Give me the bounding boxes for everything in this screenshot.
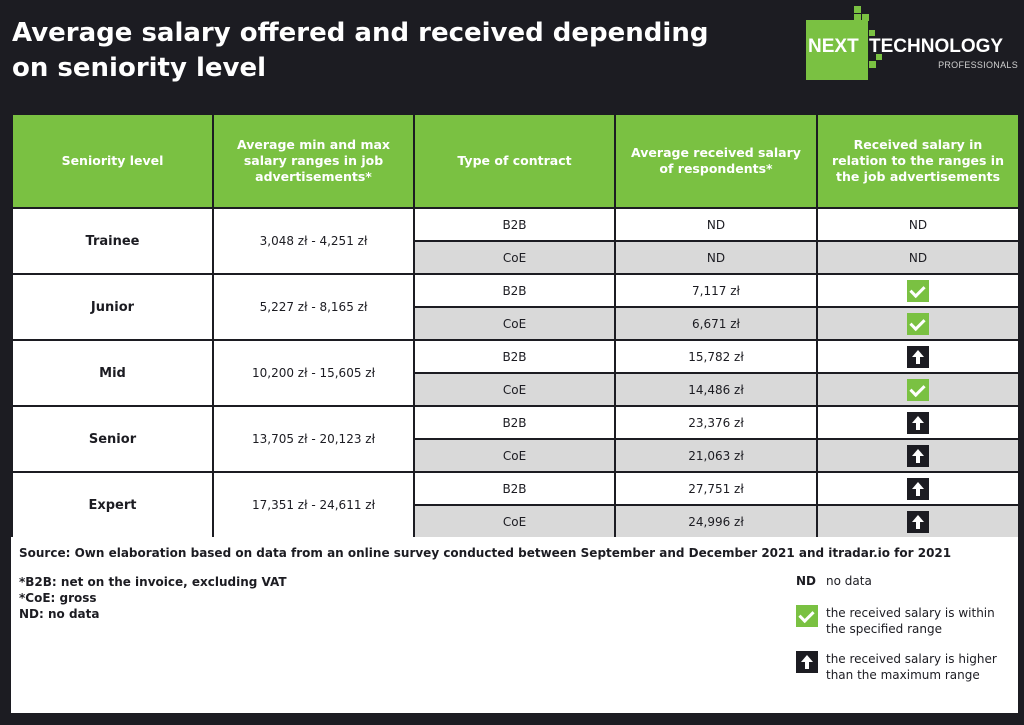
header-range: Average min and max salary ranges in job advertisements* (213, 114, 414, 208)
contract-type-cell: B2B (414, 208, 615, 241)
arrow-up-icon (796, 651, 818, 673)
table-row (12, 208, 1019, 241)
table-body (12, 208, 1019, 538)
header-received: Average received salary of respondents* (615, 114, 817, 208)
relation-cell (817, 505, 1019, 538)
seniority-level-cell: Expert (12, 472, 213, 538)
header-seniority: Seniority level (12, 114, 213, 208)
arrow-up-icon (907, 346, 929, 368)
arrow-up-icon (907, 412, 929, 434)
relation-cell (817, 274, 1019, 307)
received-salary-cell: 23,376 zł (615, 406, 817, 439)
received-salary-cell: 15,782 zł (615, 340, 817, 373)
table-row (12, 340, 1019, 373)
contract-type-cell: CoE (414, 373, 615, 406)
relation-cell (817, 406, 1019, 439)
check-icon (907, 280, 929, 302)
contract-type-cell: B2B (414, 340, 615, 373)
seniority-level-cell: Senior (12, 406, 213, 472)
source-note: Source: Own elaboration based on data from an online survey conducted between September and December 2021 and itradar.io for 2021 (19, 546, 952, 560)
contract-type-cell: B2B (414, 472, 615, 505)
salary-range-cell: 13,705 zł - 20,123 zł (213, 406, 414, 472)
contract-type-cell: CoE (414, 241, 615, 274)
footnote-coe: *CoE: gross (19, 591, 97, 605)
footnotes (19, 574, 287, 622)
salary-range-cell: 5,227 zł - 8,165 zł (213, 274, 414, 340)
table-row (12, 406, 1019, 439)
arrow-up-icon (907, 511, 929, 533)
legend-nd-code: ND (796, 574, 817, 588)
seniority-level-cell: Mid (12, 340, 213, 406)
received-salary-cell: 24,996 zł (615, 505, 817, 538)
legend-nd-text: no data (826, 574, 872, 588)
relation-cell (817, 373, 1019, 406)
footnote-b2b: *B2B: net on the invoice, excluding VAT (19, 575, 287, 589)
next-technology-logo (806, 6, 1018, 76)
logo-subtitle: PROFESSIONALS (938, 60, 1018, 70)
arrow-up-icon (907, 478, 929, 500)
legend-up (796, 651, 1011, 683)
received-salary-cell: 27,751 zł (615, 472, 817, 505)
contract-type-cell: B2B (414, 406, 615, 439)
relation-cell: ND (817, 241, 1019, 274)
header-relation: Received salary in relation to the ranges in the job advertisements (817, 114, 1019, 208)
legend-up-text: the received salary is higher than the maximum range (826, 652, 997, 682)
seniority-level-cell: Trainee (12, 208, 213, 274)
seniority-level-cell: Junior (12, 274, 213, 340)
salary-range-cell: 10,200 zł - 15,605 zł (213, 340, 414, 406)
legend-nd (796, 573, 1011, 589)
relation-cell (817, 439, 1019, 472)
check-icon (907, 379, 929, 401)
arrow-up-icon (907, 445, 929, 467)
table-header-row (12, 114, 1019, 208)
contract-type-cell: B2B (414, 274, 615, 307)
salary-range-cell: 17,351 zł - 24,611 zł (213, 472, 414, 538)
check-icon (907, 313, 929, 335)
received-salary-cell: ND (615, 208, 817, 241)
logo-word-next: NEXT (808, 36, 859, 57)
logo-word-technology: TECHNOLOGY (869, 36, 1004, 57)
legend (796, 573, 1011, 683)
legend-check-text: the received salary is within the specified range (826, 606, 995, 636)
contract-type-cell: CoE (414, 505, 615, 538)
received-salary-cell: ND (615, 241, 817, 274)
received-salary-cell: 6,671 zł (615, 307, 817, 340)
table-row (12, 274, 1019, 307)
received-salary-cell: 7,117 zł (615, 274, 817, 307)
check-icon (796, 605, 818, 627)
legend-check (796, 605, 1011, 637)
relation-cell (817, 472, 1019, 505)
footer-panel (11, 537, 1018, 713)
table-row (12, 472, 1019, 505)
received-salary-cell: 21,063 zł (615, 439, 817, 472)
footnote-nd: ND: no data (19, 607, 100, 621)
relation-cell: ND (817, 208, 1019, 241)
contract-type-cell: CoE (414, 439, 615, 472)
salary-range-cell: 3,048 zł - 4,251 zł (213, 208, 414, 274)
relation-cell (817, 340, 1019, 373)
contract-type-cell: CoE (414, 307, 615, 340)
page-title: Average salary offered and received depending on seniority level (12, 18, 709, 83)
salary-table (11, 113, 1020, 539)
header-contract: Type of contract (414, 114, 615, 208)
relation-cell (817, 307, 1019, 340)
received-salary-cell: 14,486 zł (615, 373, 817, 406)
